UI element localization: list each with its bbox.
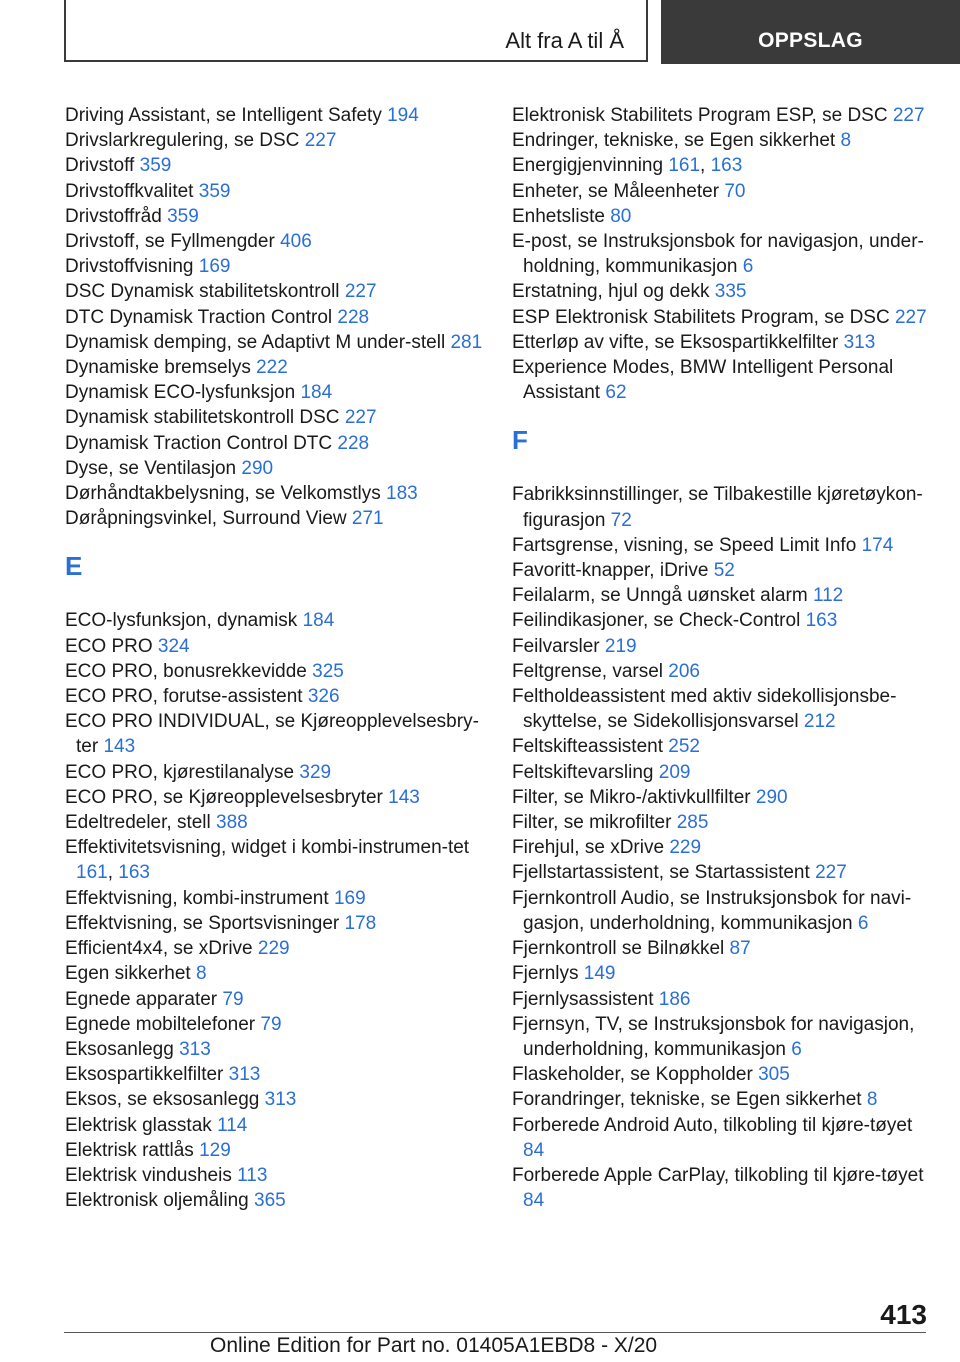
index-entry: [65, 380, 485, 405]
index-entry: [512, 734, 932, 759]
page-reference-link[interactable]: 359: [167, 205, 199, 227]
index-entry: [65, 279, 485, 304]
page-reference-link[interactable]: 206: [668, 660, 700, 682]
index-entry: [65, 684, 485, 709]
index-entry: [65, 305, 485, 330]
page-reference-link[interactable]: 169: [198, 256, 231, 278]
index-entry-term: Firehjul, se xDrive: [512, 837, 665, 859]
page-reference-link[interactable]: 163: [805, 610, 838, 632]
index-entry-term: Erstatning, hjul og dekk: [512, 281, 710, 303]
page-reference-link[interactable]: 169: [333, 887, 366, 909]
section-title: Alt fra A til Å: [505, 28, 624, 53]
page-reference-link[interactable]: 113: [237, 1164, 268, 1186]
index-entry-term: DSC Dynamisk stabilitetskontroll: [65, 281, 340, 303]
page-reference-link[interactable]: 114: [217, 1114, 248, 1136]
index-entry-term: Effektvisning, se Sportsvisninger: [65, 912, 340, 934]
page-reference-link[interactable]: 227: [892, 105, 925, 126]
page-reference-link[interactable]: 79: [260, 1013, 282, 1035]
index-entry-term: Elektrisk rattlås: [65, 1139, 194, 1161]
index-entry: [65, 506, 485, 531]
index-entry: [512, 1163, 932, 1213]
index-entry-term: Energigjenvinning: [512, 155, 664, 177]
index-entry: [512, 355, 932, 405]
page-reference-link[interactable]: 290: [241, 457, 274, 479]
page-reference-link[interactable]: 324: [157, 635, 190, 657]
index-entry-term: Edeltredeler, stell: [65, 812, 211, 834]
index-entry: [65, 405, 485, 430]
page-reference-link[interactable]: 52: [713, 560, 735, 582]
index-entry-term: Egnede mobiltelefoner: [65, 1013, 256, 1035]
page-reference-link[interactable]: 6: [791, 1038, 802, 1060]
page-reference-link[interactable]: 228: [337, 432, 370, 454]
index-entry-term: ECO-lysfunksjon, dynamisk: [65, 610, 298, 632]
index-entry-term: Dørhåndtakbelysning, se Velkomstlys: [65, 483, 381, 505]
page-reference-link[interactable]: 281: [450, 331, 483, 353]
page-reference-link[interactable]: 335: [714, 281, 747, 303]
page-reference-link[interactable]: 8: [840, 130, 852, 152]
index-entry-term: Feilindikasjoner, se Check-Control: [512, 610, 801, 632]
header-frame: [64, 0, 648, 62]
index-entry: [65, 1188, 485, 1213]
page-reference-link[interactable]: 8: [866, 1089, 878, 1111]
index-entry-term: ECO PRO, se Kjøreopplevelsesbryter: [65, 786, 383, 808]
page-reference-link[interactable]: 329: [299, 761, 332, 783]
index-entry: [512, 1062, 932, 1087]
index-entry: [65, 128, 485, 153]
index-entry: [65, 1037, 485, 1062]
page-reference-link[interactable]: 229: [669, 837, 702, 859]
page-reference-link[interactable]: 8: [195, 963, 207, 985]
index-entry-term: E-post, se Instruksjonsbok for navigasjon, under-holdning, kommunikasjon: [512, 231, 924, 278]
index-entry-term: Favoritt-knapper, iDrive: [512, 560, 709, 582]
page-reference-link[interactable]: 313: [228, 1064, 261, 1086]
section-tab-label: OPPSLAG: [758, 29, 863, 52]
index-entry: [512, 533, 932, 558]
index-entry: [512, 279, 932, 304]
index-entry: [65, 608, 485, 633]
index-entry: [512, 330, 932, 355]
index-entry-term: ECO PRO, forutse-assistent: [65, 686, 303, 708]
index-entry-term: Eksospartikkelfilter: [65, 1064, 224, 1086]
index-entry: [512, 229, 932, 279]
index-entry-term: Driving Assistant, se Intelligent Safety: [65, 105, 382, 126]
index-entry-term: Drivslarkregulering, se DSC: [65, 130, 300, 152]
index-entry-term: Dynamisk Traction Control DTC: [65, 432, 333, 454]
index-entry-term: ECO PRO, kjørestilanalyse: [65, 761, 295, 783]
index-entry-term: Drivstoffråd: [65, 205, 162, 227]
index-entry: Effektivitetsvisning, widget i kombi-instrumen-tet 161, 163: [65, 837, 470, 884]
index-entry: [65, 961, 485, 986]
index-entry-term: Endringer, tekniske, se Egen sikkerhet: [512, 130, 836, 152]
index-entry: [512, 482, 932, 532]
page-reference-link[interactable]: 163: [710, 155, 743, 177]
index-entry: [65, 936, 485, 961]
index-entry: [65, 1113, 485, 1138]
index-entry: [512, 684, 932, 734]
index-entry-term: Drivstoff: [65, 155, 135, 177]
index-entry-term: Egnede apparater: [65, 988, 218, 1010]
index-entry-term: Flaskeholder, se Koppholder: [512, 1064, 753, 1086]
page-reference-link[interactable]: 184: [300, 382, 333, 404]
index-entry-term: Feltskiftevarsling: [512, 761, 654, 783]
index-entry-term: Forberede Android Auto, tilkobling til kjøre-tøyet: [512, 1114, 913, 1136]
page-reference-link[interactable]: 406: [280, 231, 312, 253]
index-entry-term: Effektvisning, kombi-instrument: [65, 887, 329, 909]
index-entry-term: Etterløp av vifte, se Eksospartikkelfilter: [512, 331, 839, 353]
index-entry: [512, 886, 932, 936]
page-reference-link[interactable]: 161: [668, 155, 701, 177]
index-entry-term: Dynamisk demping, se Adaptivt M under-stell: [65, 331, 446, 353]
index-entry-term: Filter, se Mikro-/aktivkullfilter: [512, 786, 751, 808]
index-entry-term: Døråpningsvinkel, Surround View: [65, 508, 347, 530]
footer-divider: [64, 1332, 926, 1333]
index-entry-term: Fjernlysassistent: [512, 988, 654, 1010]
index-entry-term: Enheter, se Måleenheter: [512, 180, 720, 202]
index-entry: [512, 204, 932, 229]
index-entry: [512, 179, 932, 204]
page-reference-link[interactable]: 229: [257, 938, 290, 960]
index-entry: [65, 785, 485, 810]
index-entry: [65, 431, 485, 456]
index-entry: [512, 558, 932, 583]
index-entry: [512, 1012, 932, 1062]
index-entry: [65, 229, 485, 254]
page-reference-link[interactable]: 62: [605, 382, 627, 404]
index-entry: Energigjenvinning 161, 163: [512, 155, 743, 177]
page-number: 413: [880, 1299, 927, 1330]
index-entry-term: Dyse, se Ventilasjon: [65, 457, 237, 479]
page-reference-link[interactable]: 129: [199, 1139, 231, 1161]
index-entry-term: Elektrisk glasstak: [65, 1114, 212, 1136]
page-reference-link[interactable]: 183: [386, 483, 418, 505]
page-reference-link[interactable]: 313: [843, 331, 876, 353]
index-entry: [65, 1163, 485, 1188]
index-entry: [512, 936, 932, 961]
index-entry: [65, 1062, 485, 1087]
index-entry: [512, 860, 932, 885]
page-reference-link[interactable]: 161: [76, 862, 108, 884]
index-entry-term: Fjernkontroll se Bilnøkkel: [512, 938, 725, 960]
page-reference-link[interactable]: 313: [179, 1038, 211, 1060]
page-reference-link[interactable]: 184: [302, 610, 335, 632]
index-entry: [65, 153, 485, 178]
footer-edition: Online Edition for Part no. 01405A1EBD8 - X/20: [210, 1334, 658, 1357]
index-entry: [65, 659, 485, 684]
page-reference-link[interactable]: 79: [222, 988, 244, 1010]
page-reference-link[interactable]: 388: [216, 812, 248, 834]
page-reference-link[interactable]: 227: [344, 407, 377, 429]
index-entry-term: Fjellstartassistent, se Startassistent: [512, 862, 810, 884]
index-entry-term: Drivstoffkvalitet: [65, 180, 194, 202]
index-entry: [512, 760, 932, 785]
index-letter-heading: E: [65, 551, 83, 582]
index-entry: [512, 608, 932, 633]
index-entry-term: Feltgrense, varsel: [512, 660, 664, 682]
index-entry: [512, 1113, 932, 1163]
page-reference-link[interactable]: 186: [658, 988, 691, 1010]
index-entry: [65, 987, 485, 1012]
index-column-left: [65, 103, 485, 1213]
page-reference-link[interactable]: 227: [344, 281, 377, 303]
index-entry-term: Dynamisk stabilitetskontroll DSC: [65, 407, 340, 429]
index-entry: [65, 254, 485, 279]
index-entry-term: Fjernkontroll Audio, se Instruksjonsbok for navi-gasjon, underholdning, kommunikasjon: [512, 887, 912, 934]
index-entry: [65, 810, 485, 835]
page-reference-link[interactable]: 365: [254, 1190, 286, 1212]
index-entry: [512, 810, 932, 835]
page-reference-link[interactable]: 6: [742, 256, 754, 278]
page-reference-link[interactable]: 194: [387, 105, 419, 126]
index-entry: [512, 103, 932, 128]
index-entry: [512, 305, 932, 330]
page-reference-link[interactable]: 252: [668, 736, 700, 758]
index-entry: [65, 481, 485, 506]
index-entry-term: Efficient4x4, se xDrive: [65, 938, 253, 960]
index-entry-term: Forberede Apple CarPlay, tilkobling til kjøre-tøyet: [512, 1164, 924, 1186]
index-entry-term: Forandringer, tekniske, se Egen sikkerhet: [512, 1089, 862, 1111]
page-reference-link[interactable]: 6: [857, 912, 869, 934]
index-entry: [65, 634, 485, 659]
index-entry: [512, 961, 932, 986]
index-entry-term: Dynamisk ECO-lysfunksjon: [65, 382, 296, 404]
index-entry-term: Elektrisk vindusheis: [65, 1164, 232, 1186]
page-reference-link[interactable]: 70: [724, 180, 746, 202]
page-reference-link[interactable]: 325: [312, 660, 344, 682]
index-entry: [65, 204, 485, 229]
page-reference-link[interactable]: 227: [815, 862, 847, 884]
index-entry-term: DTC Dynamisk Traction Control: [65, 306, 333, 328]
index-entry-term: Experience Modes, BMW Intelligent Personal Assistant: [512, 357, 894, 404]
page-reference-link[interactable]: 285: [676, 812, 709, 834]
index-entry: [512, 583, 932, 608]
page-reference-link[interactable]: 212: [803, 711, 836, 733]
index-entry-term: Effektivitetsvisning, widget i kombi-instrumen-tet: [65, 837, 470, 859]
index-entry-term: Enhetsliste: [512, 205, 605, 227]
index-entry: [512, 659, 932, 684]
index-entry: [512, 634, 932, 659]
index-entry-term: Fjernlys: [512, 963, 579, 985]
index-entry: [512, 835, 932, 860]
page-reference-link[interactable]: 227: [894, 306, 927, 328]
index-entry: [65, 760, 485, 785]
index-entry: [512, 987, 932, 1012]
index-letter-heading: F: [512, 425, 528, 456]
page-reference-link[interactable]: 87: [729, 938, 751, 960]
index-entry: [65, 709, 485, 759]
page-reference-link[interactable]: 326: [307, 686, 340, 708]
index-entry-term: ECO PRO: [65, 635, 153, 657]
index-entry-term: ECO PRO, bonusrekkevidde: [65, 660, 307, 682]
page-reference-link[interactable]: 209: [658, 761, 691, 783]
index-entry-term: Elektronisk Stabilitets Program ESP, se DSC: [512, 105, 888, 126]
page-reference-link[interactable]: 359: [198, 180, 231, 202]
page-reference-link[interactable]: 80: [610, 205, 632, 227]
index-entry: [65, 103, 485, 128]
index-entry: [65, 330, 485, 355]
index-entry-term: Feilalarm, se Unngå uønsket alarm: [512, 585, 808, 607]
page-reference-link[interactable]: 359: [139, 155, 172, 177]
page-reference-link[interactable]: 84: [523, 1190, 545, 1212]
page-reference-link[interactable]: 305: [758, 1064, 790, 1086]
index-entry-term: Fjernsyn, TV, se Instruksjonsbok for navigasjon, underholdning, kommunikasjon: [512, 1013, 915, 1060]
index-entry-term: Filter, se mikrofilter: [512, 812, 672, 834]
index-entry-term: Drivstoff, se Fyllmengder: [65, 231, 275, 253]
index-entry: [65, 1138, 485, 1163]
index-entry-term: Eksos, se eksosanlegg: [65, 1089, 260, 1111]
index-entry: [65, 911, 485, 936]
index-column-right: [512, 103, 932, 1213]
index-entry: [65, 179, 485, 204]
index-entry-term: Drivstoffvisning: [65, 256, 194, 278]
page-reference-link[interactable]: 143: [103, 736, 136, 758]
page-reference-link[interactable]: 227: [304, 130, 337, 152]
index-entry: [512, 785, 932, 810]
page-reference-link[interactable]: 112: [812, 585, 844, 607]
index-entry: [65, 1087, 485, 1112]
index-entry-term: Egen sikkerhet: [65, 963, 191, 985]
page-reference-link[interactable]: 219: [604, 635, 637, 657]
page-reference-link[interactable]: 149: [583, 963, 616, 985]
index-entry-term: Fartsgrense, visning, se Speed Limit Info: [512, 534, 857, 556]
page-reference-link[interactable]: 84: [523, 1139, 545, 1161]
index-entry-term: Fabrikksinnstillinger, se Tilbakestille kjøretøykon-figurasjon: [512, 484, 923, 531]
page-reference-link[interactable]: 271: [351, 508, 384, 530]
index-entry-term: Feltholdeassistent med aktiv sidekollisjonsbe-skyttelse, se Sidekollisjonsvarsel: [512, 686, 897, 733]
index-entry-term: Elektronisk oljemåling: [65, 1190, 249, 1212]
index-entry-term: Eksosanlegg: [65, 1038, 174, 1060]
section-tab: [661, 0, 960, 64]
index-entry: [65, 1012, 485, 1037]
index-entry: [512, 128, 932, 153]
page-reference-link[interactable]: 143: [388, 786, 420, 808]
index-entry-term: Dynamiske bremselys: [65, 357, 251, 379]
index-entry: [65, 456, 485, 481]
index-entry: [512, 1087, 932, 1112]
index-entry-term: ESP Elektronisk Stabilitets Program, se DSC: [512, 306, 890, 328]
page-reference-link[interactable]: 72: [610, 509, 632, 531]
page-reference-link[interactable]: 163: [118, 862, 150, 884]
page-reference-link[interactable]: 228: [337, 306, 370, 328]
page-reference-link[interactable]: 222: [256, 357, 288, 379]
index-entry-term: Feltskifteassistent: [512, 736, 663, 758]
index-entry: [65, 886, 485, 911]
page-reference-link[interactable]: 174: [861, 534, 894, 556]
page-reference-link[interactable]: 178: [344, 912, 377, 934]
index-entry: [65, 355, 485, 380]
page-reference-link[interactable]: 313: [264, 1089, 297, 1111]
index-entry-term: Feilvarsler: [512, 635, 600, 657]
index-entry-term: ECO PRO INDIVIDUAL, se Kjøreopplevelsesbry-ter: [65, 711, 479, 758]
page-reference-link[interactable]: 290: [755, 786, 788, 808]
